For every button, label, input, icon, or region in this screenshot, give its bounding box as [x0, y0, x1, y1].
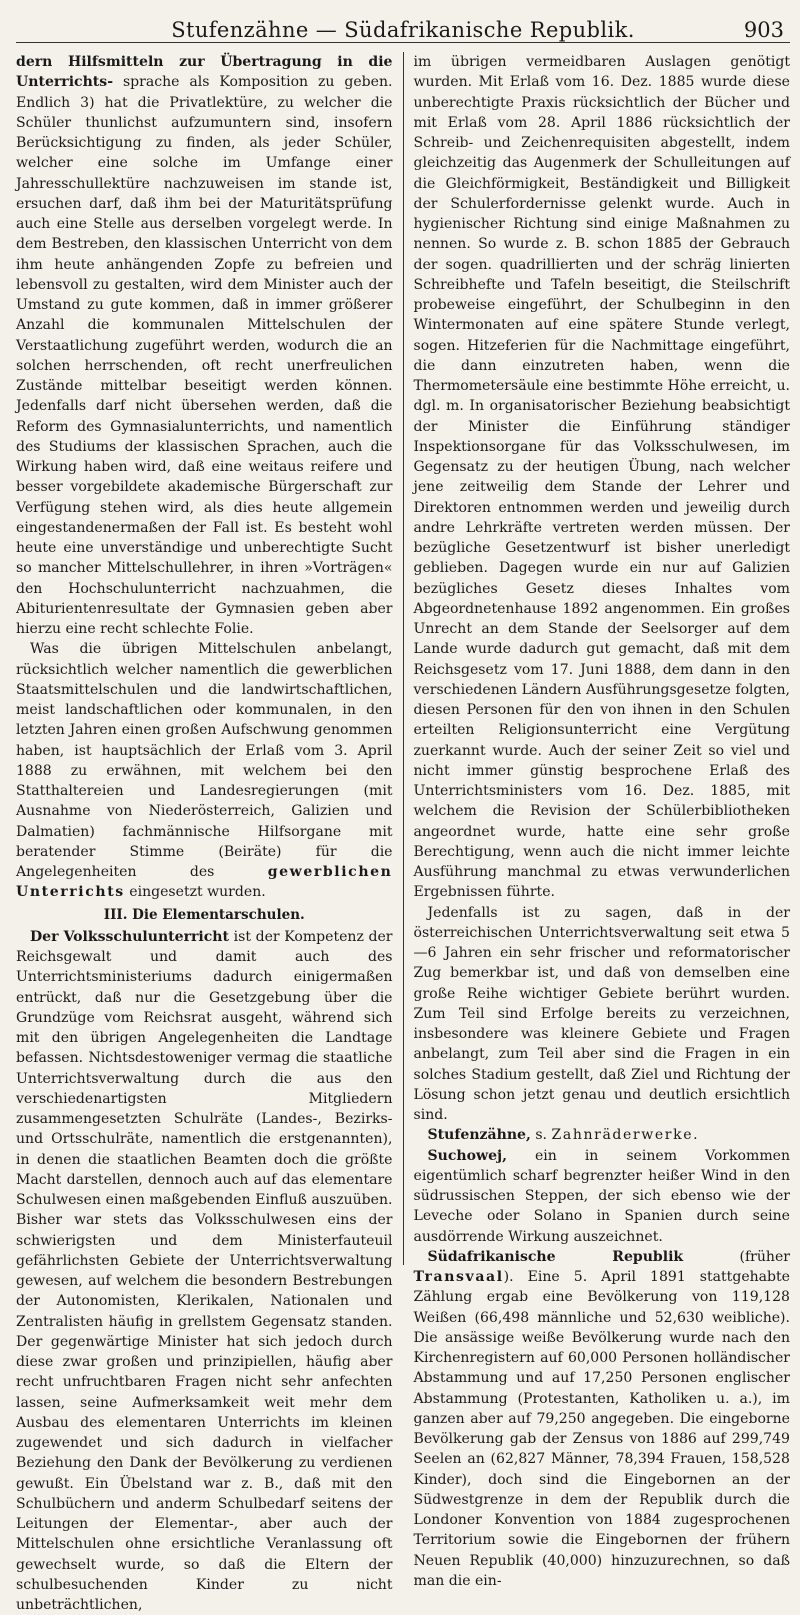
entry-paren: ). — [503, 1269, 514, 1285]
entry-text: Eine 5. April 1891 stattgehabte Zählung ergab eine Bevölkerung von 119,128 Weißen (66,498 männliche und 52,630 weibliche). Die ansässige weiße Bevölkerung wurde nach den Kirchenregistern auf 60,000 Personen holländischer Abstammung und auf 17,250 Personen englischer Abstammung (Protestanten, Katholiken u. a.), im ganzen aber auf 79,250 angegeben. Die eingeborne Bevölkerung gab der Zensus von 1886 auf 299,749 Seelen an (62,827 Männer, 78,394 Frauen, 158,528 Kinder), doch sind die Eingebornen an der Südwestgrenze in dem der Republik durch die Londoner Konvention von 1884 zugesprochenen Territorium sowie die Eingebornen der frühern Neuen Republik (40,000) hinzuzurechnen, so daß man die ein- — [413, 1269, 790, 1589]
entry-ref: s. — [535, 1127, 548, 1144]
page-number: 903 — [743, 18, 784, 42]
paragraph-text: ist der Kompetenz der Reichsgewalt und damit auch des Unterrichtsministeriums dadurch einigermaßen entrückt, daß nur die Gesetzgebung über die Grundzüge vom Reichsrat ausgeht, während sich mit den übrigen Angelegenheiten die Landtage befassen. Nichtsdestoweniger vermag die staatliche Unterrichtsverwaltung durch die aus den verschiedenartigsten Mitgliedern zusammengesetzten Schulräte (Landes-, Bezirks- und Ortsschulräte, namentlich die erstgenannten), in denen die staatlichen Beamten doch die größte Macht darstellen, dennoch auch auf das elementare Schulwesen einen maßgebenden Einfluß auszuüben. Bisher war stets das Volksschulwesen eins der schwierigsten und dem Ministerfauteuil gefährlichsten Gebiete der Unterrichtsverwaltung gewesen, auf welchem die besondern Bestrebungen der Autonomisten, Klerikalen, Nationalen und Zentralisten häufig in grellstem Gegensatz standen. Der gegenwärtige Minister hat sich jedoch durch diese zwar großen und prinzipiellen, häufig aber recht unfruchtbaren Fragen nicht sehr anfechten lassen, seine Aufmerksamkeit weit mehr dem Ausbau des elementaren Unterrichts im kleinen zugewendet und sich dadurch in vielfacher Beziehung den Dank der Bevölkerung zu verdienen gewußt. Ein Übelstand war z. B., daß mit den Schulbüchern und anderm Schulbedarf seitens der Leitungen der Elementar-, aber auch der Mittelschulen ohne ersichtliche Veranlassung oft gewechselt wurde, so daß die Eltern der schulbesuchenden Kinder zu nicht unbeträchtlichen, — [16, 928, 393, 1613]
paragraph — [414, 903, 791, 1126]
running-title: Stufenzähne — Südafrikanische Republik. — [171, 18, 635, 42]
paragraph-text: im übrigen vermeidbaren Auslagen genötigt wurden. Mit Erlaß vom 16. Dez. 1885 wurde diese unberechtigte Praxis rücksichtlich der Bücher und mit Erlaß vom 28. April 1886 rücksichtlich der Schreib- und Zeichenrequisiten abgestellt, indem gleichzeitig das Augenmerk der Schulleitungen auf die Gleichförmigkeit, Beständigkeit und Billigkeit der Schulerfordernisse gelenkt wurde. Auch in hygienischer Richtung sind einige Maßnahmen zu nennen. So wurde z. B. schon 1885 der Gebrauch der sogen. quadrillierten und der schräg linierten Schreibhefte und Tafeln beseitigt, die Steilschrift probeweise eingeführt, der Schulbeginn in den Wintermonaten auf eine spätere Stunde verlegt, sogen. Hitzeferien für die Nachmittage eingeführt, die dann einzutreten haben, wenn die Thermometersäule eine bestimmte Höhe erreicht, u. dgl. m. In organisatorischer Beziehung beabsichtigt der Minister die Einführung ständiger Inspektionsorgane für das Volksschulwesen, im Gegensatz zu der heutigen Übung, nach welcher jene zeitweilig dem Stande der Lehrer und Direktoren entnommen werden und jeweilig durch andre Lehrkräfte vertreten werden müssen. Der bezügliche Gesetzentwurf ist bisher unerledigt geblieben. Dagegen wurde ein nur auf Galizien bezügliches Gesetz dieses Inhaltes vom Abgeordnetenhause 1892 angenommen. Ein großes Unrecht an dem Stande der Seelsorger auf dem Lande wurde dadurch gut gemacht, daß mit dem Reichsgesetz vom 17. Juni 1888, dem dann in den verschiedenen Ländern Ausführungsgesetze folgten, diesen Personen für den von ihnen in den Schulen erteilten Religionsunterricht eine Vergütung zuerkannt wurde. Auch der seiner Zeit so viel und nicht immer günstig besprochene Erlaß des Unterrichtsministers vom 16. Dez. 1885, mit welchem die Revision der Schülerbibliotheken angeordnet wurde, hatte eine sehr große Berechtigung, wenn auch die nicht immer leichte Ausführung manchmal zu etwas verwunderlichen Ergebnissen führte. — [413, 54, 790, 901]
section-heading: III. Die Elementarschulen. — [103, 906, 305, 923]
left-column — [16, 52, 403, 1613]
entry-paren: (früher — [739, 1248, 790, 1265]
paragraph-text: Was die übrigen Mittelschulen anbelangt, rücksichtlich welcher namentlich die gewerblichen Staatsmittelschulen und die landwirtschaftlichen, meist landschaftlichen oder kommunalen, in den letzten Jahren einen großen Aufschwung genommen haben, ist hauptsächlich der Erlaß vom 3. April 1888 zu erwähnen, mit welchem bei den Statthaltereien und Landesregierungen (mit Ausnahme von Niederösterreich, Galizien und Dalmatien) fachmännische Hilfsorgane mit beratender Stimme (Beiräte) für die Angelegenheiten des — [16, 641, 393, 880]
paragraph — [16, 639, 393, 902]
entry-headword: Suchowej, — [427, 1147, 507, 1164]
entry-text: ein in seinem Vorkommen eigentümlich scharf begrenzter heißer Wind in den südrussischen Steppen, der sich ebenso wie der Leveche oder Solano in Spanien durch seine ausdörrende Wirkung auszeichnet. — [413, 1147, 790, 1245]
entry-suedafrikanische-republik — [414, 1247, 791, 1591]
bold-lead: Der Volksschulunterricht — [30, 928, 229, 945]
entry-headword: Südafrikanische Republik — [427, 1248, 684, 1265]
paragraph — [414, 52, 791, 903]
paragraph-text: Jedenfalls ist zu sagen, daß in der österreichischen Unterrichtsverwaltung seit etwa 5—6 Jahren ein sehr frischer und reformatorischer Zug bemerkbar ist, und daß von demselben eine große Reihe wichtiger Gebiete berührt wurden. Zum Teil sind Erfolge bereits zu verzeichnen, insbesondere was kleinere Gebiete und Fragen anbelangt, zum Teil aber sind die Fragen in ein solches Stadium gestellt, daß Ziel und Richtung der Lösung schon jetzt genau und deutlich ersichtlich sind. — [413, 904, 790, 1123]
right-column — [403, 52, 791, 1589]
entry-ref-target: Zahnräderwerke. — [551, 1127, 700, 1144]
entry-headword: Stufenzähne, — [427, 1127, 531, 1144]
emphasized-term: gewerblichen Unterrichts — [16, 864, 393, 901]
paragraph-text: eingesetzt wurden. — [129, 884, 266, 901]
continued-bold-lead: dern Hilfsmitteln zur Übertragung in die Unterrichts- — [16, 54, 393, 91]
paragraph — [16, 52, 393, 639]
running-header — [16, 0, 790, 43]
entry-stufenzaehne — [414, 1125, 791, 1145]
text-columns — [16, 52, 790, 1613]
entry-suchowej — [414, 1146, 791, 1247]
paragraph-text: sprache als Komposition zu geben. Endlich 3) hat die Privatlektüre, zu welcher die Schüler thunlichst aufzumuntern sind, insofern Berücksichtigung zu finden, als jeder Schüler, welcher eine solche im Umfange einer Jahresschullektüre nachzuweisen im stande ist, ersuchen darf, daß ihm bei der Maturitätsprüfung auch eine Stelle aus derselben vorgelegt werde. In dem Bestreben, den klassischen Unterricht von dem ihm heute anhängenden Zopfe zu befreien und lebensvoll zu gestalten, wird dem Minister auch der Umstand zu gute kommen, daß in immer größerer Anzahl die kommunalen Mittelschulen der Verstaatlichung zugeführt werden, wodurch die an solchen herrschenden, oft recht unerfreulichen Zustände mittelbar beseitigt werden können. Jedenfalls darf nicht übersehen werden, daß die Reform des Gymnasialunterrichts, und namentlich des Studiums der klassischen Sprachen, auch die Wirkung haben wird, daß eine weitaus reifere und besser vorgebildete akademische Bürgerschaft zur Verfügung stehen wird, als dies heute allgemein eingestandenermaßen der Fall ist. Es besteht wohl heute eine unverständige und unberechtigte Sucht so mancher Mittelschullehrer, in ihren »Vorträgen« den Hochschulunterricht nachzuahmen, die Abiturientenresultate der Gymnasien geben aber hierzu eine recht schlechte Folie. — [16, 74, 393, 637]
paragraph — [16, 927, 393, 1615]
entry-paren-term: Transvaal — [413, 1269, 504, 1285]
